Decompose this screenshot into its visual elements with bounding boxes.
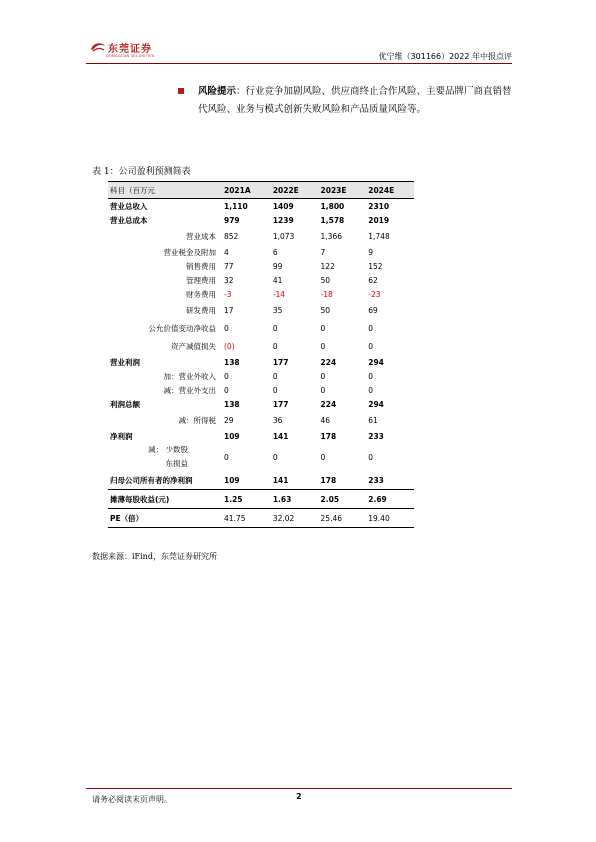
table-row: [108, 199, 414, 214]
table-row: [108, 227, 414, 245]
cell: 32: [224, 275, 234, 285]
table-row: [108, 471, 414, 490]
row-label: 利润总额: [110, 399, 140, 409]
cell: 141: [272, 475, 289, 485]
cell: 1,366: [320, 231, 343, 241]
row-label: 减：所得税: [178, 415, 216, 425]
table-header-row: [108, 182, 414, 199]
page-header: [86, 38, 512, 62]
cell: 9: [368, 247, 374, 257]
cell: 294: [368, 399, 384, 409]
row-label: 营业总成本: [110, 215, 148, 225]
cell: 1,073: [272, 231, 295, 241]
cell: 0: [224, 371, 229, 381]
table-row: [108, 301, 414, 319]
cell: 224: [320, 399, 337, 409]
cell: 979: [224, 215, 240, 225]
cell: 2019: [368, 215, 390, 225]
cell: 77: [224, 261, 234, 271]
cell: 0: [320, 371, 326, 381]
table-row: [108, 337, 414, 355]
cell: 0: [368, 371, 374, 381]
cell: 32.02: [271, 509, 319, 528]
cell: 0: [224, 323, 229, 333]
risk-label: 风险提示: [198, 86, 237, 97]
cell: 152: [368, 261, 383, 271]
row-label: 净利润: [110, 431, 133, 441]
header-divider: [86, 63, 512, 64]
cell-negative: -18: [320, 289, 333, 299]
cell: 1409: [272, 201, 294, 211]
logo-subtitle: DONGGUAN SECURITIES: [106, 54, 155, 58]
table-row: [108, 355, 414, 369]
cell: 0: [224, 385, 229, 395]
row-label: 研发费用: [186, 305, 216, 315]
earnings-forecast-table: [108, 181, 414, 528]
header-cell-item: 科目（百万元: [108, 182, 222, 199]
table-title: 表 1：公司盈利预测简表: [92, 167, 191, 177]
cell: 224: [320, 357, 337, 367]
cell: 0: [320, 323, 326, 333]
report-title: 优宁维（301166）2022 年中报点评: [378, 52, 512, 61]
row-label: 财务费用: [186, 289, 216, 299]
cell: 50: [320, 305, 331, 315]
header-cell-2022e: 2022E: [271, 182, 319, 199]
cell: 1,748: [368, 231, 390, 241]
cell: 138: [224, 357, 240, 367]
table-row: [108, 397, 414, 411]
cell: 1,110: [224, 201, 248, 211]
row-label: 销售费用: [186, 261, 216, 271]
table-row: [108, 509, 414, 528]
table-row: [108, 245, 414, 259]
table-row: [108, 213, 414, 227]
row-label: 减： 少数股东损益: [148, 445, 188, 468]
page-number: 2: [296, 792, 302, 801]
cell: 2310: [368, 201, 390, 211]
cell: 141: [272, 431, 289, 441]
row-label: PE（倍）: [108, 509, 222, 528]
cell: 41.75: [222, 509, 271, 528]
cell: 0: [368, 452, 374, 462]
company-logo: [86, 38, 196, 62]
cell: 294: [368, 357, 384, 367]
cell: 50: [320, 275, 331, 285]
cell: 0: [368, 323, 374, 333]
cell: 61: [368, 415, 378, 425]
logo-icon: [90, 41, 106, 53]
cell-negative: -3: [224, 289, 232, 299]
cell: 41: [272, 275, 283, 285]
risk-text: ：行业竞争加剧风险、供应商终止合作风险、主要品牌厂商直销替代风险、业务与模式创新失败风险和产品质量风险等。: [198, 86, 512, 115]
cell: 0: [272, 385, 278, 395]
cell: 6: [272, 247, 278, 257]
table-row: [108, 411, 414, 429]
cell: 0: [368, 341, 374, 351]
cell: 122: [320, 261, 335, 271]
risk-warning: [198, 83, 514, 119]
cell: 0: [320, 341, 326, 351]
square-bullet-icon: [178, 88, 184, 94]
cell: 1,800: [320, 201, 345, 211]
row-label: 摊薄每股收益(元): [108, 490, 222, 509]
cell-negative: -14: [272, 289, 286, 299]
cell-negative: -23: [368, 289, 381, 299]
table-row: [108, 429, 414, 443]
table-row: [108, 319, 414, 337]
data-source-note: 数据来源：iFind，东莞证券研究所: [92, 552, 217, 561]
cell: 62: [368, 275, 378, 285]
cell: 109: [224, 475, 240, 485]
cell: 29: [224, 415, 234, 425]
row-label: 加：营业外收入: [163, 371, 216, 381]
cell: 46: [320, 415, 331, 425]
cell: 0: [320, 385, 326, 395]
cell: 138: [224, 399, 240, 409]
row-label: 营业税金及附加: [163, 247, 216, 257]
cell: 2.05: [319, 490, 367, 509]
cell: 0: [368, 385, 374, 395]
row-label: 营业总收入: [110, 201, 148, 211]
cell: 0: [320, 452, 326, 462]
cell: 177: [272, 357, 289, 367]
row-label: 公允价值变动净收益: [148, 323, 216, 333]
cell: 0: [272, 341, 278, 351]
cell: 35: [272, 305, 283, 315]
table-row: [108, 259, 414, 273]
header-cell-2023e: 2023E: [319, 182, 367, 199]
cell: 178: [320, 475, 337, 485]
cell: 109: [224, 431, 240, 441]
header-cell-2021a: 2021A: [222, 182, 271, 199]
cell: 69: [368, 305, 378, 315]
cell: 1239: [272, 215, 294, 225]
header-cell-2024e: 2024E: [366, 182, 414, 199]
cell: 852: [224, 231, 239, 241]
row-label: 营业成本: [186, 231, 216, 241]
table-row: [108, 287, 414, 301]
cell: 177: [272, 399, 289, 409]
footer-divider: [86, 788, 512, 789]
cell: 2.69: [366, 490, 414, 509]
cell: 17: [224, 305, 234, 315]
cell: 1.25: [222, 490, 271, 509]
cell: 36: [272, 415, 283, 425]
cell: 0: [272, 323, 278, 333]
cell: 7: [320, 247, 326, 257]
cell: 1.63: [271, 490, 319, 509]
cell: 1,578: [320, 215, 345, 225]
cell: 0: [272, 452, 278, 462]
table-row: [108, 369, 414, 383]
table-row: [108, 490, 414, 509]
cell: 178: [320, 431, 337, 441]
cell: 25.46: [319, 509, 367, 528]
cell: 99: [272, 261, 283, 271]
disclaimer-note: 请务必阅读末页声明。: [92, 795, 172, 804]
row-label: 归母公司所有者的净利润: [110, 475, 193, 485]
row-label: 营业利润: [110, 357, 140, 367]
cell: 4: [224, 247, 229, 257]
row-label: 管理费用: [186, 275, 216, 285]
cell: 19.40: [366, 509, 414, 528]
cell: 0: [224, 452, 229, 462]
table-row: [108, 273, 414, 287]
row-label: 减：营业外支出: [163, 385, 216, 395]
cell-negative: (0): [224, 341, 235, 351]
table-row: [108, 443, 414, 471]
row-label: 资产减值损失: [171, 341, 216, 351]
logo-text: 东莞证券: [108, 44, 152, 55]
cell: 233: [368, 431, 384, 441]
cell: 0: [272, 371, 278, 381]
cell: 233: [368, 475, 384, 485]
table-row: [108, 383, 414, 397]
